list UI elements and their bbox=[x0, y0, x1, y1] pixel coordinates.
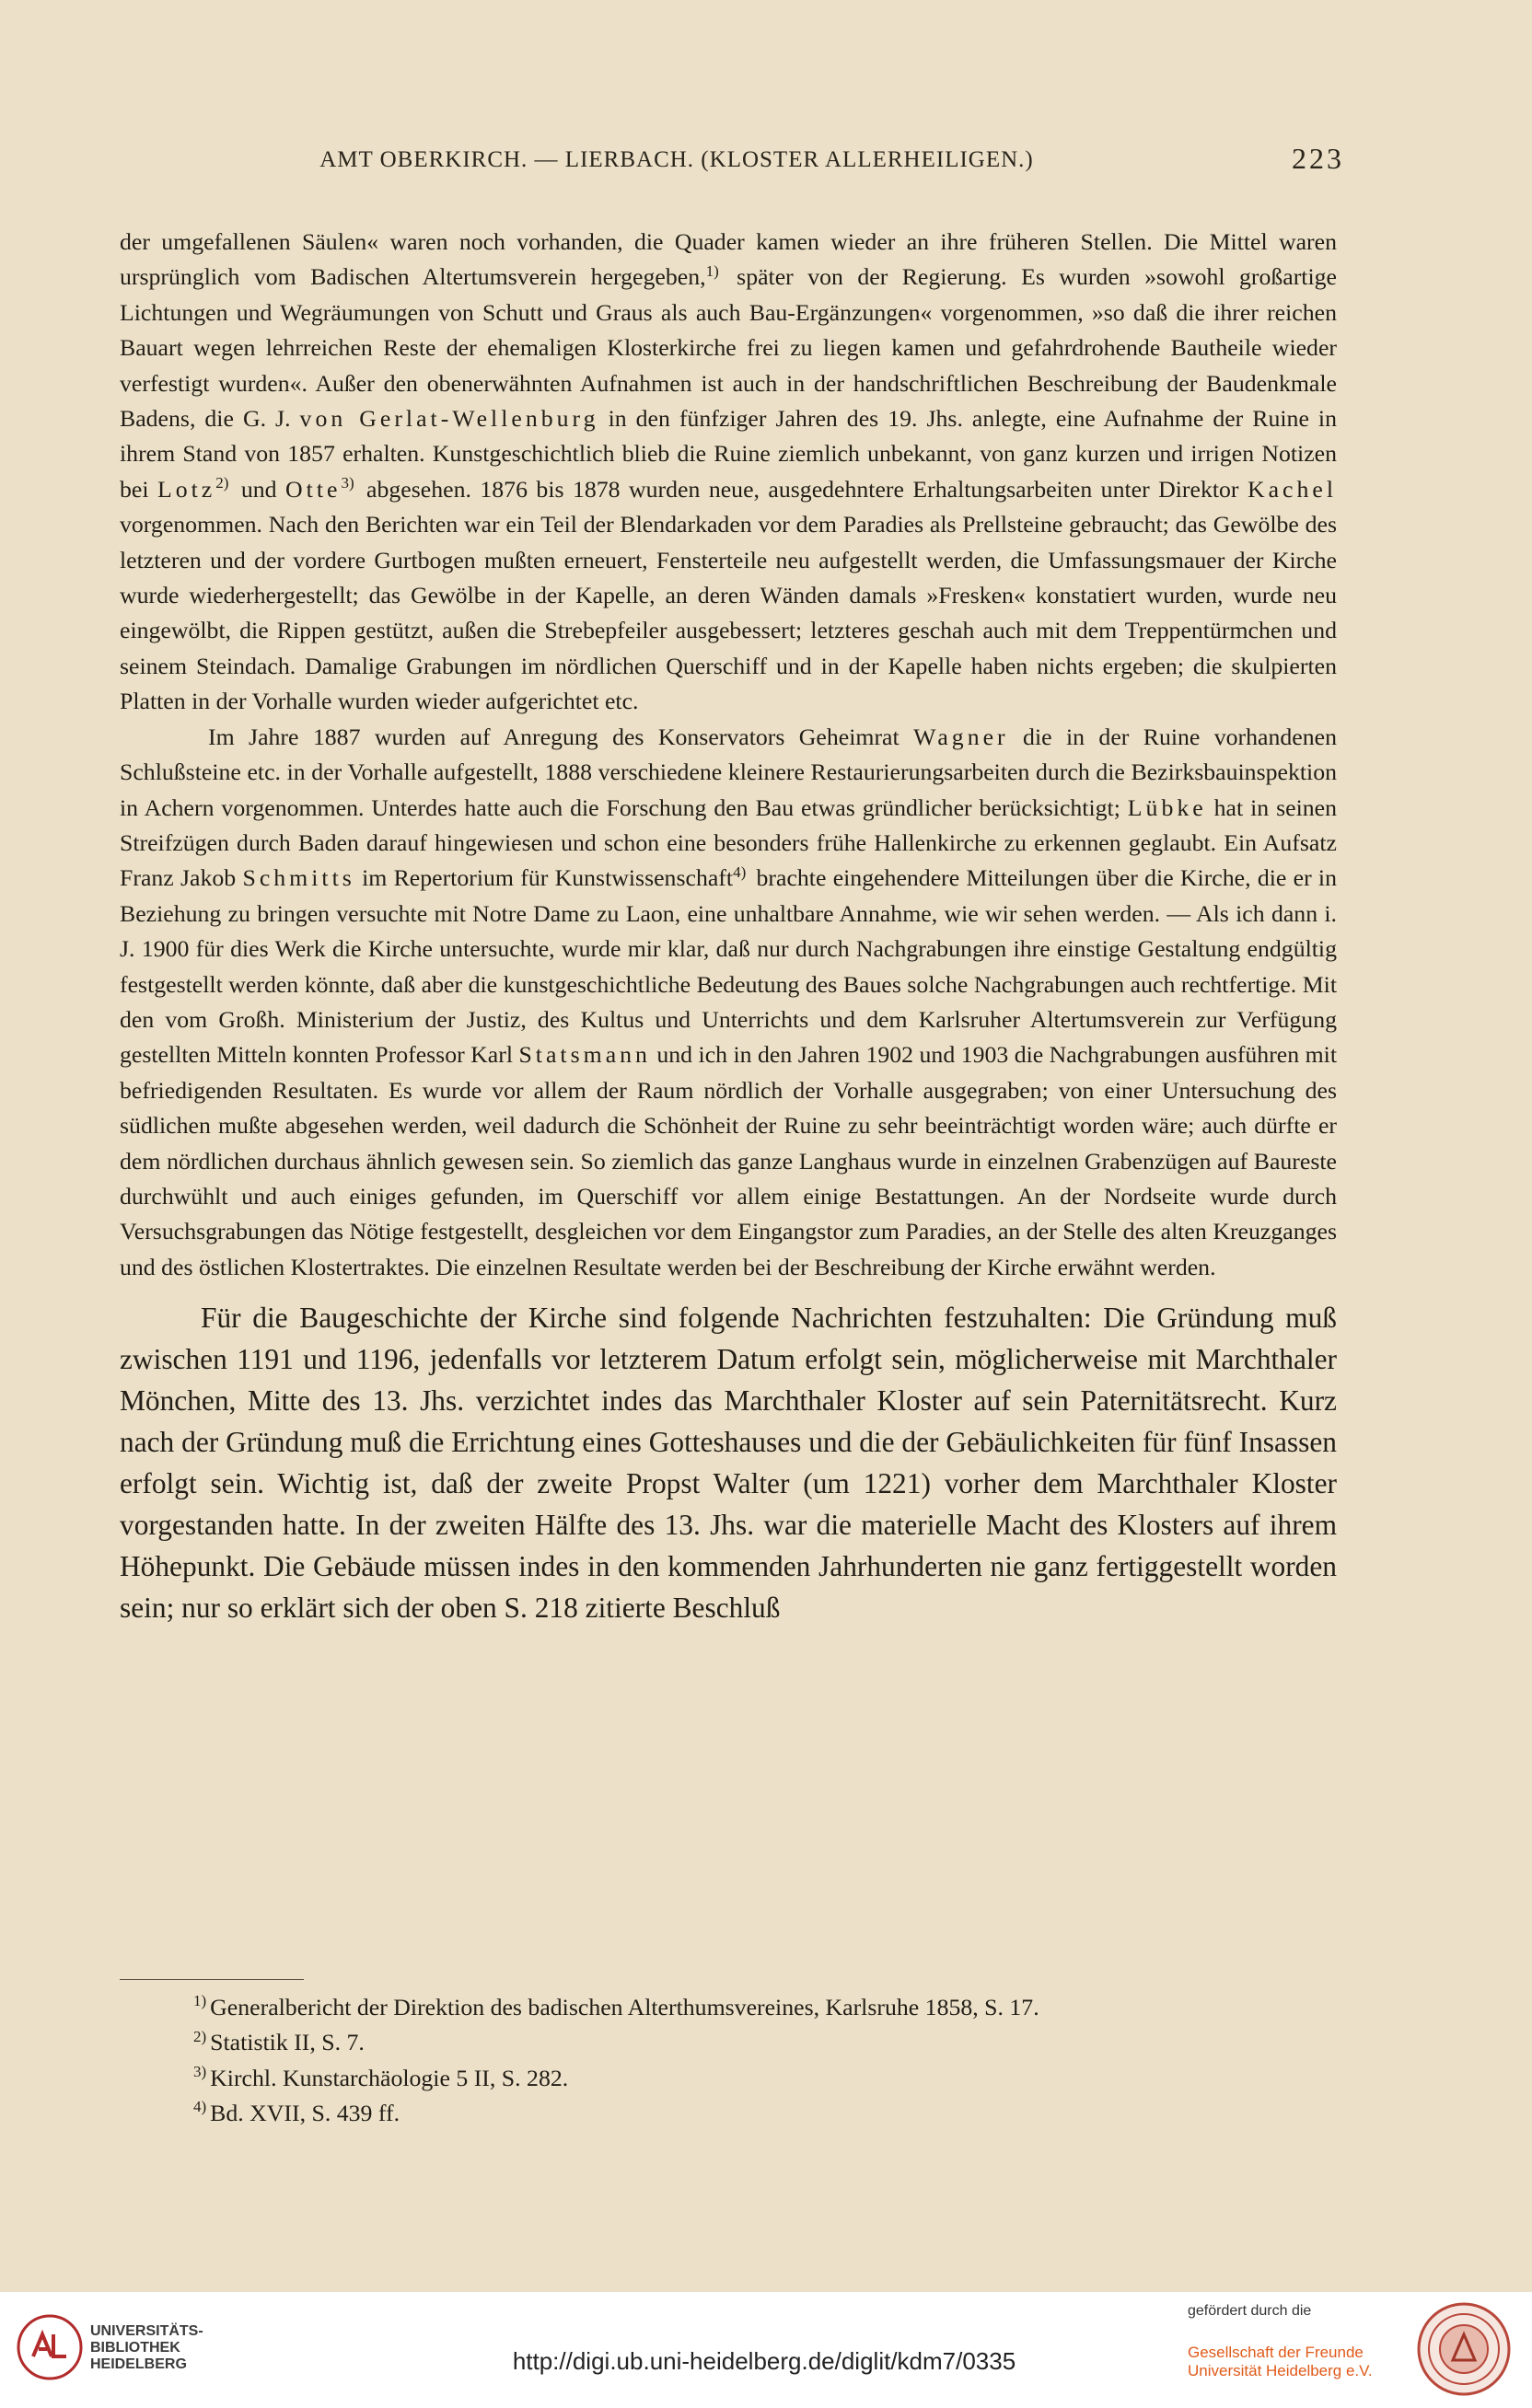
name-statsmann: Statsmann bbox=[518, 1041, 651, 1069]
name-gerlat: von Gerlat-Wellenburg bbox=[299, 405, 599, 433]
footnote-ref-3: 3) bbox=[341, 474, 354, 492]
viewer-footer bbox=[0, 2292, 1532, 2408]
paragraph-3: Für die Baugeschichte der Kirche sind folgende Nachrichten festzuhalten: Die Gründung muß zwischen 1191 und 1196, jedenfalls vor letzterem Datum erfolgt sein, möglicherweise mit Marchthaler Mönchen, Mitte des 13. Jhs. verzichtet indes das Marchthaler Kloster auf sein Paternitätsrecht. Kurz nach der Gründung muß die Errichtung eines Gotteshauses und die der Gebäulichkeiten für fünf Insassen erfolgt sein. Wichtig ist, daß der zweite Propst Walter (um 1221) vorher dem Marchthaler Kloster vorgestanden hatte. In der zweiten Hälfte des 13. Jhs. war die materielle Macht des Klosters auf ihrem Höhepunkt. Die Gebäude müssen indes in den kommenden Jahrhunderten nie ganz fertiggestellt worden sein; nur so erklärt sich der oben S. 218 zitierte Beschluß bbox=[120, 1302, 1337, 1624]
document-url[interactable]: http://digi.ub.uni-heidelberg.de/diglit/kdm7/0335 bbox=[512, 2347, 1016, 2375]
library-name: UNIVERSITÄTS- BIBLIOTHEK HEIDELBERG bbox=[90, 2323, 203, 2372]
running-head: AMT OBERKIRCH. — LIERBACH. (KLOSTER ALLERHEILIGEN.) bbox=[319, 147, 1034, 172]
footnote-ref-2: 2) bbox=[215, 474, 229, 492]
page-header bbox=[120, 138, 1344, 184]
funded-by-label: gefördert durch die bbox=[1188, 2303, 1312, 2319]
name-lotz: Lotz bbox=[157, 475, 216, 503]
footnote-2: $^{2)}$ Statistik II, S. 7. bbox=[193, 2027, 365, 2056]
footnote-1: $^{1)}$ Generalbericht der Direktion des badischen Alterthumsvereines, Karlsruhe 1858, S. 17. bbox=[193, 1992, 1039, 2020]
footnote-ref-1: 1) bbox=[705, 261, 719, 280]
name-wagner: Wagner bbox=[913, 723, 1009, 750]
body-text bbox=[120, 225, 1337, 1628]
university-seal-icon bbox=[1416, 2301, 1512, 2397]
paragraph-1: der umgefallenen Säulen« waren noch vorhanden, die Quader kamen wieder an ihre früheren Stellen. Die Mittel waren ursprünglich vom Badischen Altertumsverein hergegeben,$^{1)}$ später von der Regierung. Es wurden »sowohl großartige Lichtungen und Wegräumungen von Schutt und Graus als auch Bau-Ergänzungen« vorgenommen, »so daß die ihrer reichen Bauart wegen lehrreichen Reste der ehemaligen Klosterkirche frei zu liegen kamen und gefahrdrohende Bautheile wieder verfestigt wurden«. Außer den obenerwähnten Aufnahmen ist auch in der handschriftlichen Beschreibung der Baudenkmale Badens, die G. J. von Gerlat-Wellenburg in den fünfziger Jahren des 19. Jhs. anlegte, eine Aufnahme der Ruine in ihrem Stand von 1857 erhalten. Kunstgeschichtlich blieb die Ruine ziemlich unbekannt, von ganz kurzen und irrigen Notizen bei Lotz$^{2)}$ und Otte$^{3)}$ abgesehen. 1876 bis 1878 wurden neue, ausgedehntere Erhaltungsarbeiten unter Direktor Kachel vorgenommen. Nach den Berichten war ein Teil der Blendarkaden vor dem Paradies als Prellsteine gebraucht; das Gewölbe des letzteren und der vordere Gurtbogen mußten erneuert, Fensterteile neu aufgestellt werden, die Umfassungsmauer der Kirche wurde wiederhergestellt; das Gewölbe in der Kapelle, an deren Wänden damals »Fresken« konstatiert wurden, wurde neu eingewölbt, die Rippen gestützt, außen die Strebepfeiler ausgebessert; letzteres geschah auch mit dem Treppentürmchen und seinem Steindach. Damalige Grabungen im nördlichen Querschiff und in der Kapelle haben nichts ergeben; die skulpierten Platten in der Vorhalle wurden wieder aufgerichtet etc. bbox=[120, 228, 1338, 715]
footnotes bbox=[193, 1990, 1298, 2131]
page-number: 223 bbox=[1292, 142, 1344, 175]
name-luebke: Lübke bbox=[1127, 793, 1207, 821]
footnote-3: $^{3)}$ Kirchl. Kunstarchäologie 5 II, S. 282. bbox=[193, 2063, 569, 2091]
library-logo-icon bbox=[17, 2314, 83, 2380]
name-schmitt: Schmitts bbox=[242, 864, 355, 892]
name-otte: Otte bbox=[285, 475, 342, 503]
footnote-4: $^{4)}$ Bd. XVII, S. 439 ff. bbox=[193, 2098, 400, 2126]
paragraph-2: Im Jahre 1887 wurden auf Anregung des Konservators Geheimrat Wagner die in der Ruine vorhandenen Schlußsteine etc. in der Vorhalle aufgestellt, 1888 verschiedene kleinere Restaurierungsarbeiten durch die Bezirksbauinspektion in Achern vorgenommen. Unterdes hatte auch die Forschung den Bau etwas gründlicher berücksichtigt; Lübke hat in seinen Streifzügen durch Baden darauf hingewiesen und schon eine besonders frühe Hallenkirche zu erkennen geglaubt. Ein Aufsatz Franz Jakob Schmitts im Repertorium für Kunstwissenschaft$^{4)}$ brachte eingehendere Mitteilungen über die Kirche, die er in Beziehung zu bringen versuchte mit Notre Dame zu Laon, eine unhaltbare Annahme, wie wir sehen werden. — Als ich dann i. J. 1900 für dies Werk die Kirche untersuchte, wurde mir klar, daß nur durch Nachgrabungen ihre einstige Gestaltung endgültig festgestellt werden könnte, daß aber die kunstgeschichtliche Bedeutung des Baues solche Nachgrabungen auch rechtfertige. Mit den vom Großh. Ministerium der Justiz, des Kultus und Unterrichts und dem Karlsruher Altertumsverein zur Verfügung gestellten Mitteln konnten Professor Karl Statsmann und ich in den Jahren 1902 und 1903 die Nachgrabungen ausführen mit befriedigenden Resultaten. Es wurde vor allem der Raum nördlich der Vorhalle ausgegraben; von einer Untersuchung des südlichen mußte abgesehen werden, weil dadurch die Schönheit der Ruine zu sehr beeinträchtigt worden wäre; auch dürfte er dem nördlichen durchaus ähnlich gewesen sein. So ziemlich das ganze Langhaus wurde in einzelnen Grabenzügen auf Baureste durchwühlt und auch einiges gefunden, im Querschiff vor allem einige Bestattungen. An der Nordseite wurde durch Versuchsgrabungen das Nötige festgestellt, desgleichen vor dem Eingangstor zum Paradies, an der Stelle des alten Kreuzganges und des östlichen Klostertraktes. Die einzelnen Resultate werden bei der Beschreibung der Kirche erwähnt werden. bbox=[120, 723, 1338, 1280]
name-kachel: Kachel bbox=[1247, 475, 1338, 503]
footnote-rule bbox=[120, 1979, 304, 1980]
society-name: Gesellschaft der Freunde Universität Heidelberg e.V. bbox=[1188, 2344, 1373, 2379]
footnote-ref-4: 4) bbox=[733, 862, 747, 881]
